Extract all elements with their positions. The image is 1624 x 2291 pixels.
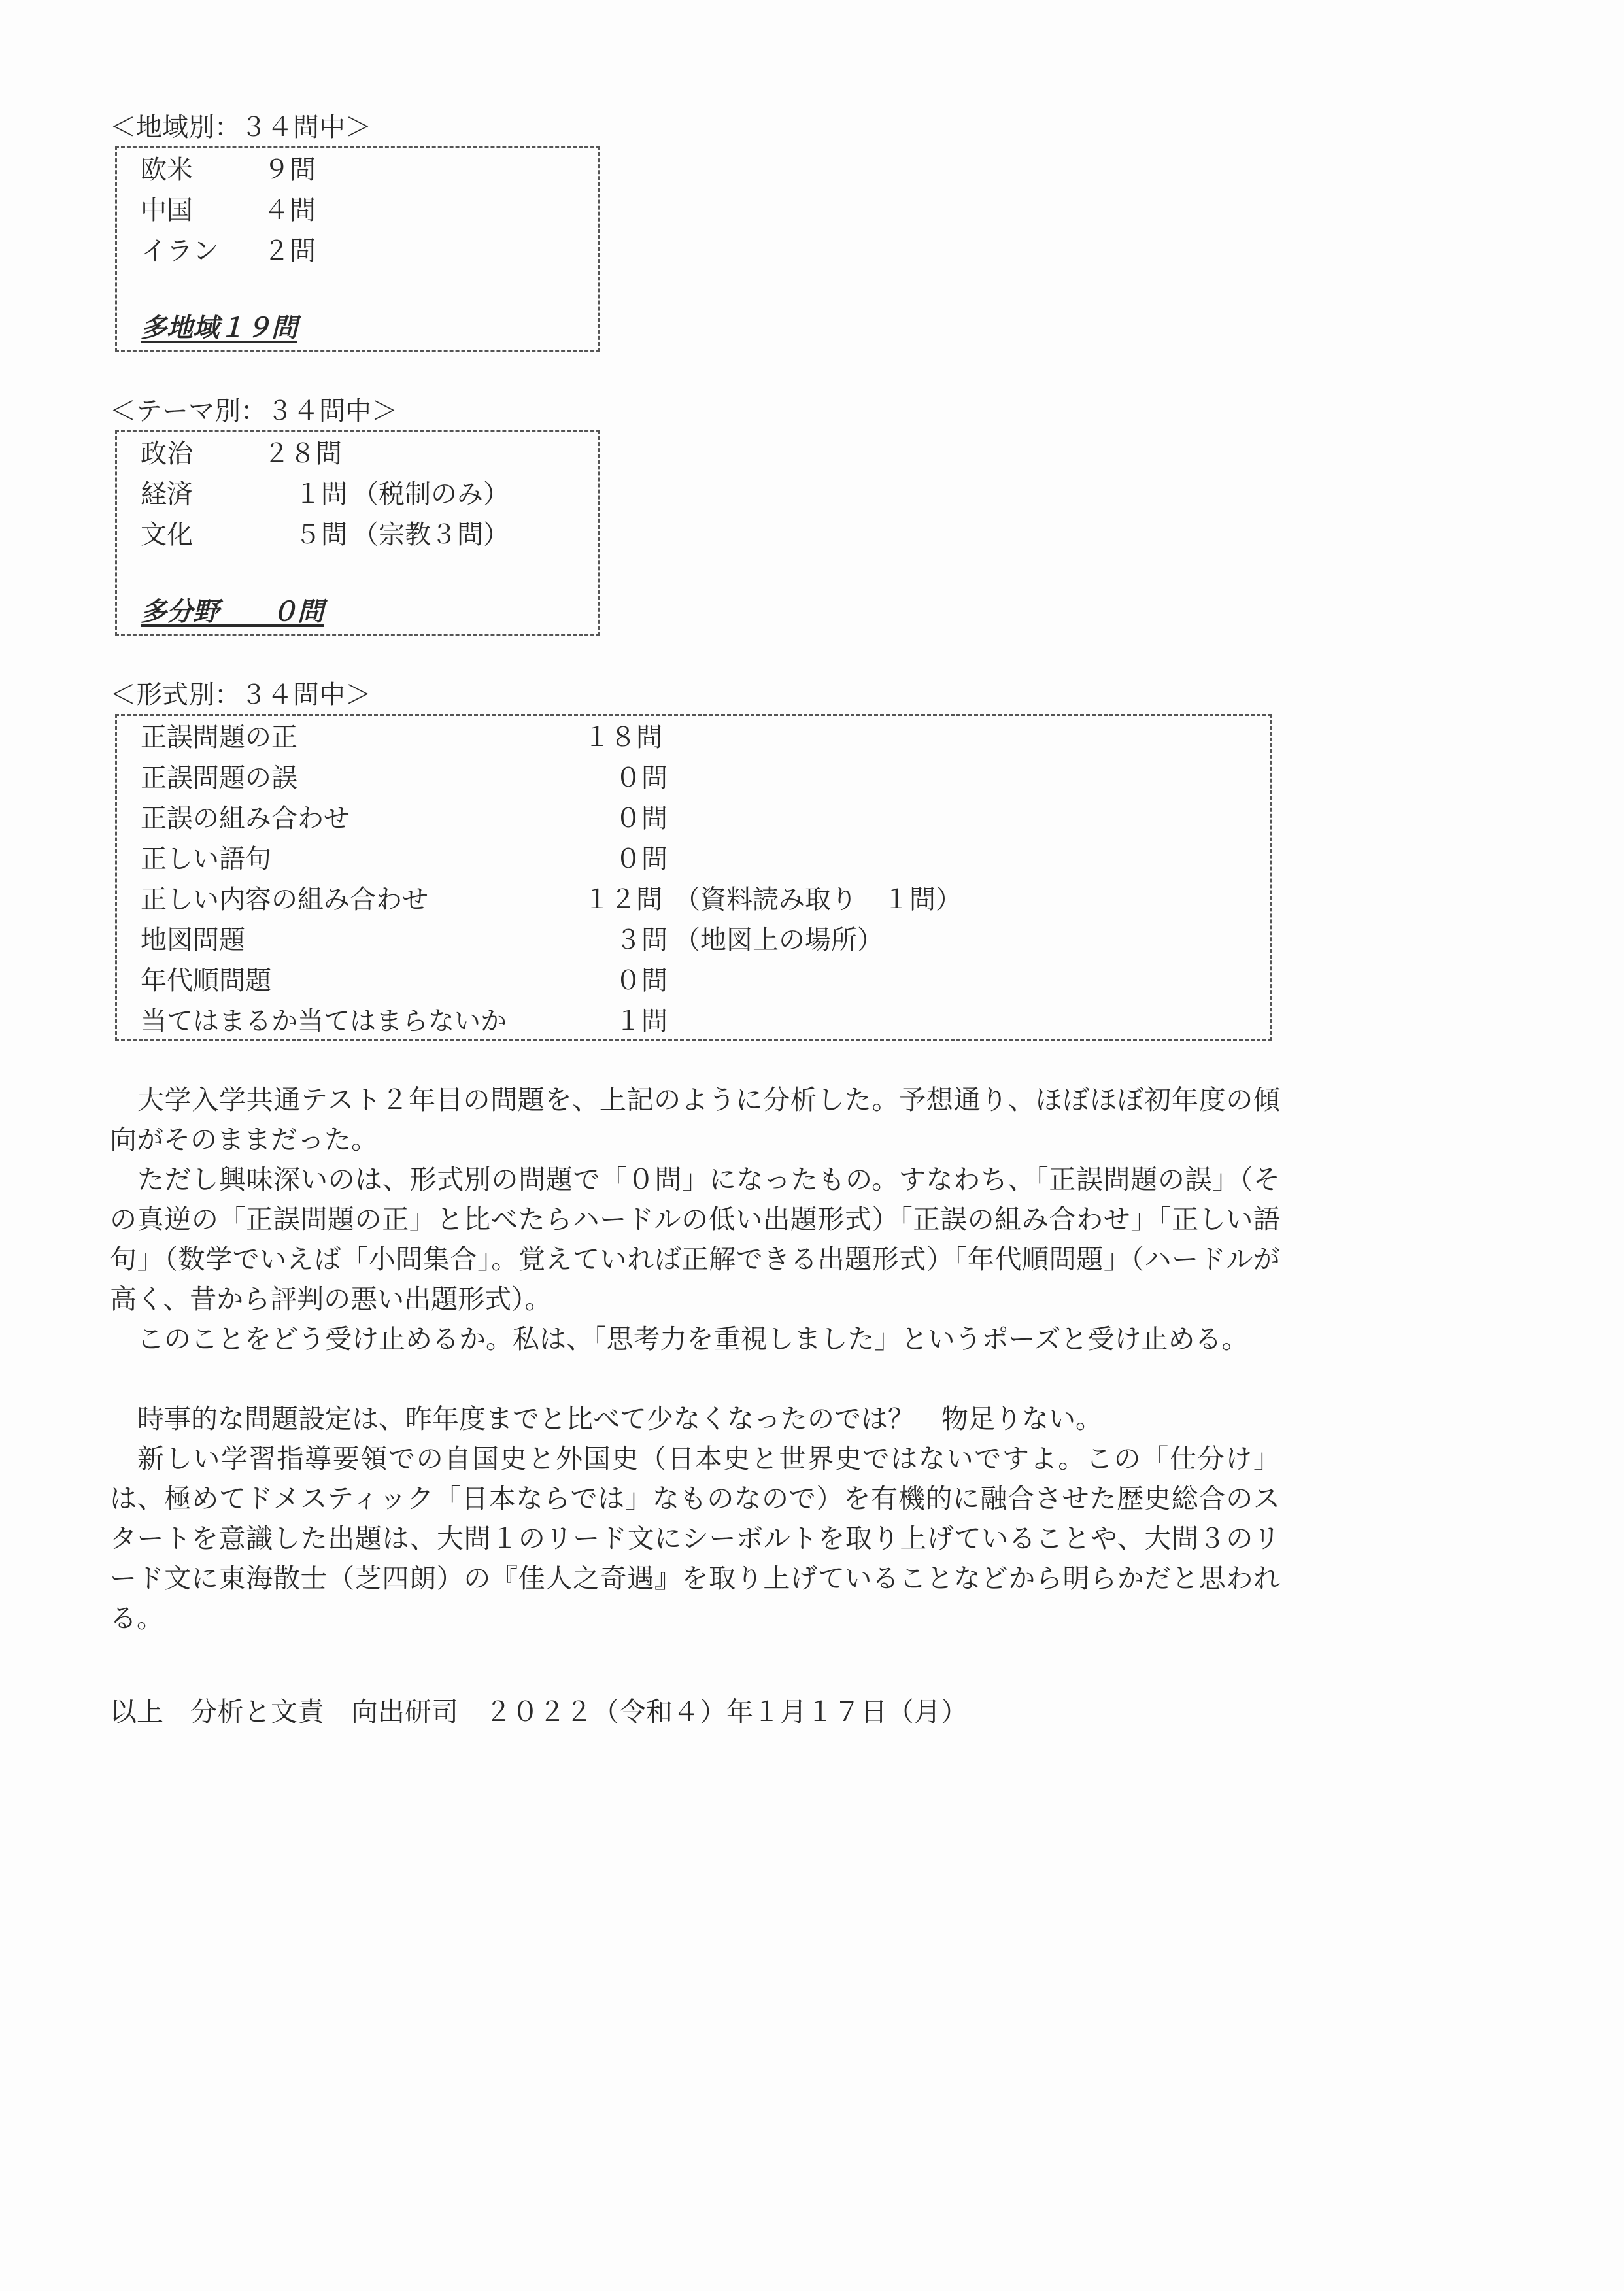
body-paragraph: 大学入学共通テスト２年目の問題を、上記のように分析した。予想通り、ほぼほぼ初年度の傾向がそのままだった。 — [110, 1084, 1280, 1155]
format-label: 正誤問題の誤 — [141, 763, 297, 793]
region-summary: 多地域１９問 — [141, 313, 297, 343]
format-value: １２問 — [584, 885, 662, 915]
format-value: ０問 — [615, 804, 668, 834]
theme-value: ５問 — [295, 520, 347, 550]
body-paragraph: 時事的な問題設定は、昨年度までと比べて少なくなったのでは？ 物足りない。 — [137, 1403, 1102, 1434]
format-value: １８問 — [584, 722, 662, 753]
format-note: （地図上の場所） — [674, 925, 883, 955]
format-label: 正誤問題の正 — [141, 722, 297, 753]
region-label: 欧米 — [141, 155, 193, 185]
region-value: ２問 — [263, 236, 316, 266]
theme-value: ２８問 — [263, 439, 342, 469]
region-value: ９問 — [263, 155, 316, 185]
format-box — [115, 714, 1272, 1041]
format-value: ０問 — [615, 763, 668, 793]
format-label: 当てはまるか当てはまらないか — [141, 1006, 507, 1036]
region-box — [115, 146, 600, 352]
theme-label: 文化 — [141, 520, 193, 550]
theme-note: （宗教３問） — [352, 520, 509, 550]
body-paragraph: このことをどう受け止めるか。私は、「思考力を重視しました」というポーズと受け止める。 — [137, 1323, 1249, 1355]
body-paragraph: 新しい学習指導要領での自国史と外国史（日本史と世界史ではないですよ。この「仕分け」は、極めてドメスティック「日本ならでは」なものなので）を有機的に融合させた歴史総合のスタートを意識した出題は、大問１のリード文にシーボルトを取り上げていることや、大問３のリード文に東海散士（芝四朗）の『佳人之奇遇』を取り上げていることなどから明らかだと思われる。 — [110, 1443, 1280, 1634]
format-value: １問 — [615, 1006, 668, 1036]
format-label: 正誤の組み合わせ — [141, 804, 350, 834]
format-label: 地図問題 — [141, 925, 245, 955]
region-heading: ＜地域別：３４問中＞ — [110, 112, 371, 143]
format-value: ０問 — [615, 844, 668, 874]
theme-label: 政治 — [141, 439, 193, 469]
format-label: 年代順問題 — [141, 966, 271, 996]
theme-note: （税制のみ） — [352, 479, 509, 509]
theme-box — [115, 430, 600, 636]
region-label: イラン — [141, 236, 219, 266]
theme-label: 経済 — [141, 479, 193, 509]
format-value: ０問 — [615, 966, 668, 996]
region-label: 中国 — [141, 195, 193, 226]
format-heading: ＜形式別：３４問中＞ — [110, 680, 371, 710]
theme-value: １問 — [295, 479, 347, 509]
theme-summary: 多分野 ０問 — [141, 596, 324, 627]
body-paragraph: ただし興味深いのは、形式別の問題で「０問」になったもの。すなわち、「正誤問題の誤」（その真逆の「正誤問題の正」と比べたらハードルの低い出題形式）「正誤の組み合わせ」「正しい語句」（数学でいえば「小問集合」。覚えていれば正解できる出題形式）「年代順問題」（ハードルが高く、昔から評判の悪い出題形式）。 — [110, 1164, 1280, 1315]
signature-line: 以上 分析と文責 向出研司 ２０２２（令和４）年１月１７日（月） — [110, 1696, 968, 1727]
format-label: 正しい内容の組み合わせ — [141, 885, 428, 915]
theme-heading: ＜テーマ別：３４問中＞ — [110, 396, 398, 426]
format-note: （資料読み取り １問） — [674, 885, 962, 915]
region-value: ４問 — [263, 195, 316, 226]
format-label: 正しい語句 — [141, 844, 271, 874]
format-value: ３問 — [615, 925, 668, 955]
